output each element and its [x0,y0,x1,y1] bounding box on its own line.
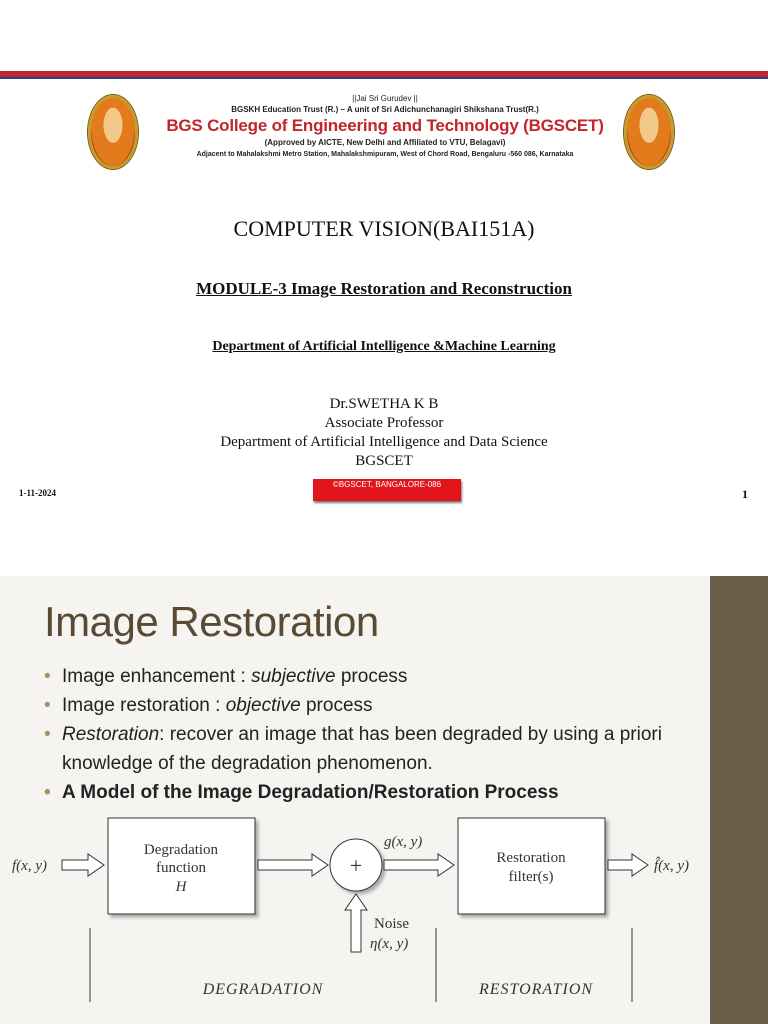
guru-portrait-right-image [624,95,674,169]
block1-line1: Degradation [143,842,219,858]
author-department: Department of Artificial Intelligence and Data Science [220,434,548,450]
college-name: BGS College of Engineering and Technology (BGSCET) [166,116,604,135]
input-label: f(x, y) [12,858,47,874]
bullet-text: Image restoration : [62,695,226,716]
block2-line1: Restoration [496,850,566,866]
college-approval: (Approved by AICTE, New Delhi and Affiliated to VTU, Belagavi) [264,138,506,147]
page-number: 1 [742,487,748,501]
author-block [0,395,768,471]
course-title: COMPUTER VISION(BAI151A) [233,216,535,241]
arrow-to-sum [258,854,328,876]
bullet-text: process [300,695,373,716]
bullet-item [44,720,704,778]
header-invocation: ||Jai Sri Gurudev || [352,94,418,103]
bullet-emphasis: objective [225,695,301,716]
bullet-text: process [335,666,408,687]
block1-line3: H [175,879,187,895]
restoration-filter-block [458,818,605,914]
bullet-item [44,662,704,691]
arrow-to-restoration [384,854,454,876]
image-restoration-slide [0,576,768,1024]
header-blue-bar [0,77,768,79]
bullet-emphasis: subjective [251,666,336,687]
sum-symbol: + [349,853,363,878]
section-degradation: DEGRADATION [202,981,324,998]
degradation-restoration-diagram [0,810,710,1024]
slide-title: Image Restoration [44,598,379,645]
output-label: f̂(x, y) [654,858,689,874]
noise-symbol: η(x, y) [370,936,409,952]
bullet-item [44,691,704,720]
bullet-item-bold: • A Model of the Image Degradation/Restoration Process [44,778,704,807]
author-org: BGSCET [355,453,413,469]
noise-label: Noise [374,916,409,932]
g-label: g(x, y) [384,834,423,850]
copyright-badge: ©BGSCET, BANGALORE-086 [313,479,461,501]
block2-line2: filter(s) [508,869,554,885]
arrow-input [62,854,104,876]
module-title: MODULE-3 Image Restoration and Reconstruction [196,279,572,298]
side-decorative-strip [710,576,768,1024]
section-restoration: RESTORATION [478,981,594,998]
bullet-text: : recover an image that has been degraded by using a priori knowledge of the degradation phenomenon. [62,724,662,774]
bullet-emphasis: Restoration [62,724,160,745]
arrow-noise [345,894,367,952]
college-header [160,93,610,161]
bullet-list [44,662,704,807]
college-address: Adjacent to Mahalakshmi Metro Station, Mahalakshmipuram, West of Chord Road, Bengaluru -560 086, Karnataka [196,151,574,158]
slide-date: 1-11-2024 [19,488,56,498]
arrow-output [608,854,648,876]
author-role: Associate Professor [324,415,444,431]
bullet-text: Image enhancement : [62,666,252,687]
header-trust: BGSKH Education Trust (R.) – A unit of Sri Adichunchanagiri Shikshana Trust(R.) [231,105,539,114]
author-name: Dr.SWETHA K B [329,396,439,412]
department-title: Department of Artificial Intelligence &Machine Learning [212,339,556,354]
block1-line2: function [156,860,206,876]
guru-portrait-left-image [88,95,138,169]
